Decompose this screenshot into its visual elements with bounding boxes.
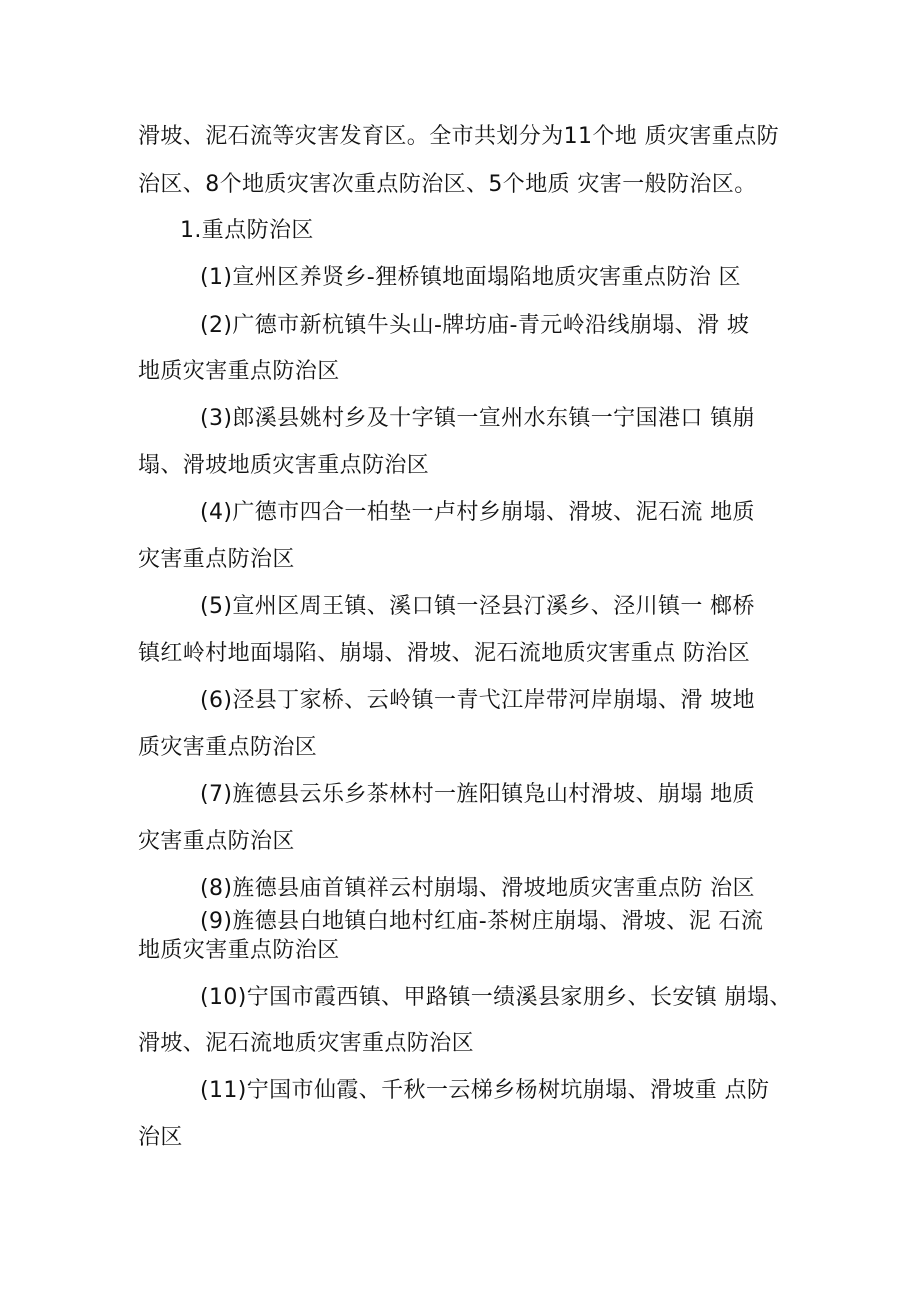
section-heading: 1.重点防治区 bbox=[180, 218, 314, 243]
item-2-line-1: (2)广德市新杭镇牛头山-牌坊庙-青元岭沿线崩塌、滑 坡 bbox=[200, 313, 750, 338]
item-5-line-2: 镇红岭村地面塌陷、崩塌、滑坡、泥石流地质灾害重点 防治区 bbox=[138, 641, 751, 666]
item-11-line-2: 治区 bbox=[138, 1125, 183, 1150]
item-5-line-1: (5)宣州区周王镇、溪口镇一泾县汀溪乡、泾川镇一 榔桥 bbox=[200, 594, 755, 619]
item-4-line-2: 灾害重点防治区 bbox=[138, 547, 295, 572]
item-9-line-2: 地质灾害重点防治区 bbox=[138, 938, 340, 963]
item-6-line-1: (6)泾县丁家桥、云岭镇一青弋江岸带河岸崩塌、滑 坡地 bbox=[200, 688, 755, 713]
item-3-line-2: 塌、滑坡地质灾害重点防治区 bbox=[138, 453, 430, 478]
intro-line-1: 滑坡、泥石流等灾害发育区。全市共划分为11个地 质灾害重点防 bbox=[138, 124, 779, 149]
item-10-line-1: (10)宁国市霞西镇、甲路镇一绩溪县家朋乡、长安镇 崩塌、 bbox=[200, 985, 792, 1010]
item-10-line-2: 滑坡、泥石流地质灾害重点防治区 bbox=[138, 1031, 475, 1056]
item-7-line-1: (7)旌德县云乐乡茶林村一旌阳镇凫山村滑坡、崩塌 地质 bbox=[200, 782, 755, 807]
item-2-line-2: 地质灾害重点防治区 bbox=[138, 359, 340, 384]
item-7-line-2: 灾害重点防治区 bbox=[138, 829, 295, 854]
item-8-line-1: (8)旌德县庙首镇祥云村崩塌、滑坡地质灾害重点防 治区 bbox=[200, 876, 755, 901]
item-4-line-1: (4)广德市四合一柏垫一卢村乡崩塌、滑坡、泥石流 地质 bbox=[200, 500, 755, 525]
item-6-line-2: 质灾害重点防治区 bbox=[138, 735, 318, 760]
item-3-line-1: (3)郎溪县姚村乡及十字镇一宣州水东镇一宁国港口 镇崩 bbox=[200, 406, 755, 431]
item-11-line-1: (11)宁国市仙霞、千秋一云梯乡杨树坑崩塌、滑坡重 点防 bbox=[200, 1078, 770, 1103]
item-9-line-1: (9)旌德县白地镇白地村红庙-茶树庄崩塌、滑坡、泥 石流 bbox=[200, 909, 764, 934]
item-1-line-1: (1)宣州区养贤乡-狸桥镇地面塌陷地质灾害重点防治 区 bbox=[200, 265, 741, 290]
intro-line-2: 治区、8个地质灾害次重点防治区、5个地质 灾害一般防治区。 bbox=[138, 172, 757, 197]
